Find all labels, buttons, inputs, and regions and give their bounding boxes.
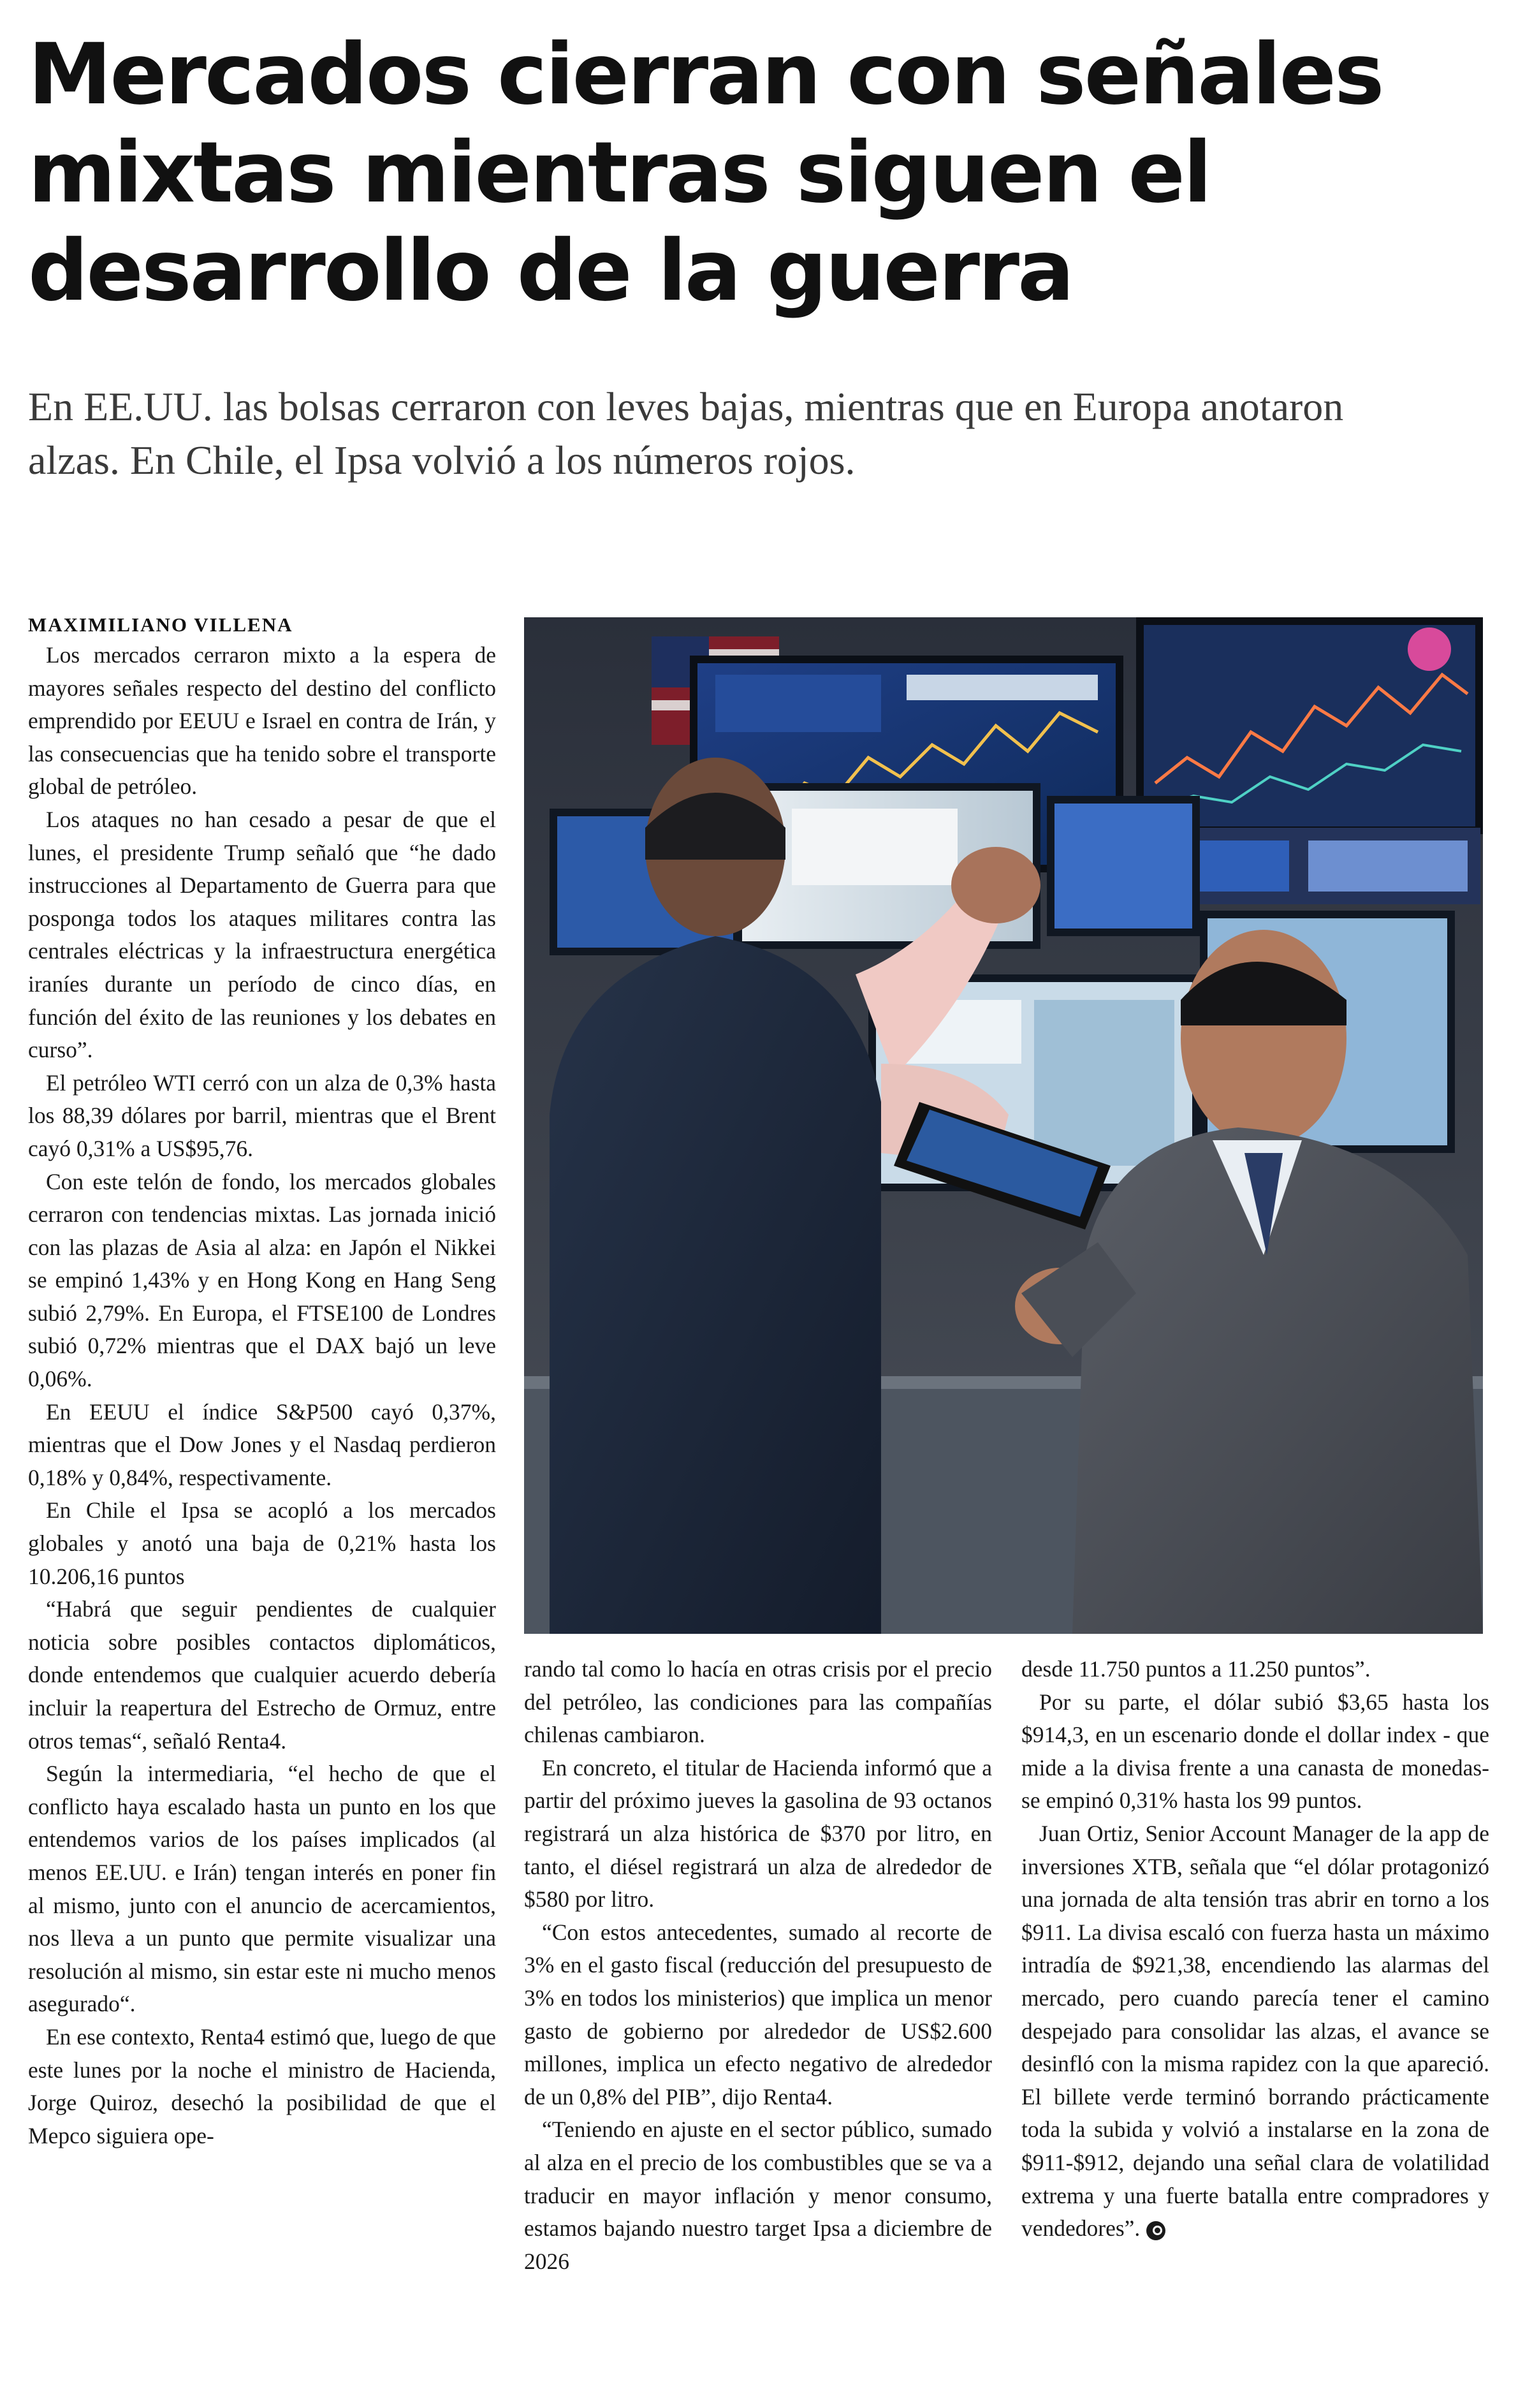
paragraph-text: Juan Ortiz, Senior Account Manager de la app de inversiones XTB, señala que “el dólar protagonizó una jornada de alta tensión tras abrir en torno a los $911. La divisa escaló con fuerza hasta un máximo intradía de $921,38, encendiendo las alarmas del mercado, pero cuando parecía tener el camino despejado para consolidar las alzas, el avance se desinfló con la misma rapidez con la que apareció. El billete verde terminó borrando prácticamente toda la subida y volvió a instalarse en la zona de $911-$912, dejando una señal clara de volatilidad extrema y una fuerte batalla entre compradores y vendedores”. — [1021, 1820, 1489, 2242]
paragraph: “Con estos antecedentes, sumado al recorte de 3% en el gasto fiscal (reducción del presupuesto de 3% en todos los ministerios) que implica un menor gasto de gobierno por alrededor de US$2.600 millones, implica un efecto negativo de alrededor de un 0,8% del PIB”, dijo Renta4. — [524, 1919, 992, 2110]
paragraph: En Chile el Ipsa se acopló a los mercados globales y anotó una baja de 0,21% hasta los 10.206,16 puntos — [28, 1497, 496, 1589]
byline: MAXIMILIANO VILLENA — [28, 613, 293, 636]
paragraph: En EEUU el índice S&P500 cayó 0,37%, mientras que el Dow Jones y el Nasdaq perdieron 0,18% y 0,84%, respectivamente. — [28, 1399, 496, 1490]
paragraph: En concreto, el titular de Hacienda informó que a partir del próximo jueves la gasolina de 93 octanos registrará un alza histórica de $370 por litro, en tanto, el diésel registrará un alza de alrededor de $580 por litro. — [524, 1754, 992, 1912]
paragraph: rando tal como lo hacía en otras crisis por el precio del petróleo, las condiciones para las compañías chilenas cambiaron. — [524, 1656, 992, 1748]
paragraph: En ese contexto, Renta4 estimó que, luego de que este lunes por la noche el ministro de Hacienda, Jorge Quiroz, desechó la posibilidad de que el Mepco siguiera ope- — [28, 2023, 496, 2148]
deck — [28, 380, 1494, 487]
headline-line: Mercados cierran con señales — [28, 26, 1383, 124]
paragraph: Con este telón de fondo, los mercados globales cerraron con tendencias mixtas. Las jornada inició con las plazas de Asia al alza: en Japón el Nikkei se empinó 1,43% y en Hong Kong en Hang Seng subió 2,79%. En Europa, el FTSE100 de Londres subió 0,72% mientras que el DAX bajó un leve 0,06%. — [28, 1168, 496, 1392]
headline — [28, 26, 1494, 320]
deck-line: En EE.UU. las bolsas cerraron con leves bajas, mientras que en Europa anotaron — [28, 384, 1344, 429]
body-column-3 — [1021, 1653, 1489, 2386]
paragraph: El petróleo WTI cerró con un alza de 0,3% hasta los 88,39 dólares por barril, mientras que el Brent cayó 0,31% a US$95,76. — [28, 1069, 496, 1161]
p-circle-icon — [1146, 2221, 1165, 2240]
paragraph: Los mercados cerraron mixto a la espera de mayores señales respecto del destino del conflicto emprendido por EEUU e Israel en contra de Irán, y las consecuencias que ha tenido sobre el transporte global de petróleo. — [28, 642, 496, 800]
paragraph: “Teniendo en ajuste en el sector público, sumado al alza en el precio de los combustibles que se va a traducir en mayor inflación y menor consumo, estamos bajando nuestro target Ipsa a diciembre de 2026 — [524, 2117, 992, 2274]
trading-floor-photo — [524, 617, 1483, 1634]
paragraph: Los ataques no han cesado a pesar de que el lunes, el presidente Trump señaló que “he dado instrucciones al Departamento de Guerra para que posponga todos los ataques militares contra las centrales eléctricas y la infraestructura energética iraníes durante un período de cinco días, en función del éxito de las reuniones y los debates en curso”. — [28, 806, 496, 1063]
headline-line: desarrollo de la guerra — [28, 222, 1073, 320]
paragraph: “Habrá que seguir pendientes de cualquier noticia sobre posibles contactos diplomáticos, donde entendemos que cualquier acuerdo debería incluir la reapertura del Estrecho de Ormuz, entre otros temas“, señaló Renta4. — [28, 1596, 496, 1754]
body-column-1 — [28, 639, 496, 2386]
headline-line: mixtas mientras siguen el — [28, 124, 1211, 222]
deck-line: alzas. En Chile, el Ipsa volvió a los números rojos. — [28, 437, 856, 483]
paragraph — [1021, 1817, 1489, 2245]
paragraph: desde 11.750 puntos a 11.250 puntos”. — [1021, 1656, 1371, 1682]
paragraph: Por su parte, el dólar subió $3,65 hasta los $914,3, en un escenario donde el dollar index - que mide a la divisa frente a una canasta de monedas- se empinó 0,31% hasta los 99 puntos. — [1021, 1689, 1489, 1814]
body-column-2 — [524, 1653, 992, 2386]
paragraph: Según la intermediaria, “el hecho de que el conflicto haya escalado hasta un punto en los que entendemos varios de los países implicados (al menos EE.UU. e Irán) tengan interés en poner fin al mismo, junto con el anuncio de acercamientos, nos lleva a un punto que permite visualizar una resolución al mismo, sin estar este ni mucho menos asegurado“. — [28, 1761, 496, 2017]
